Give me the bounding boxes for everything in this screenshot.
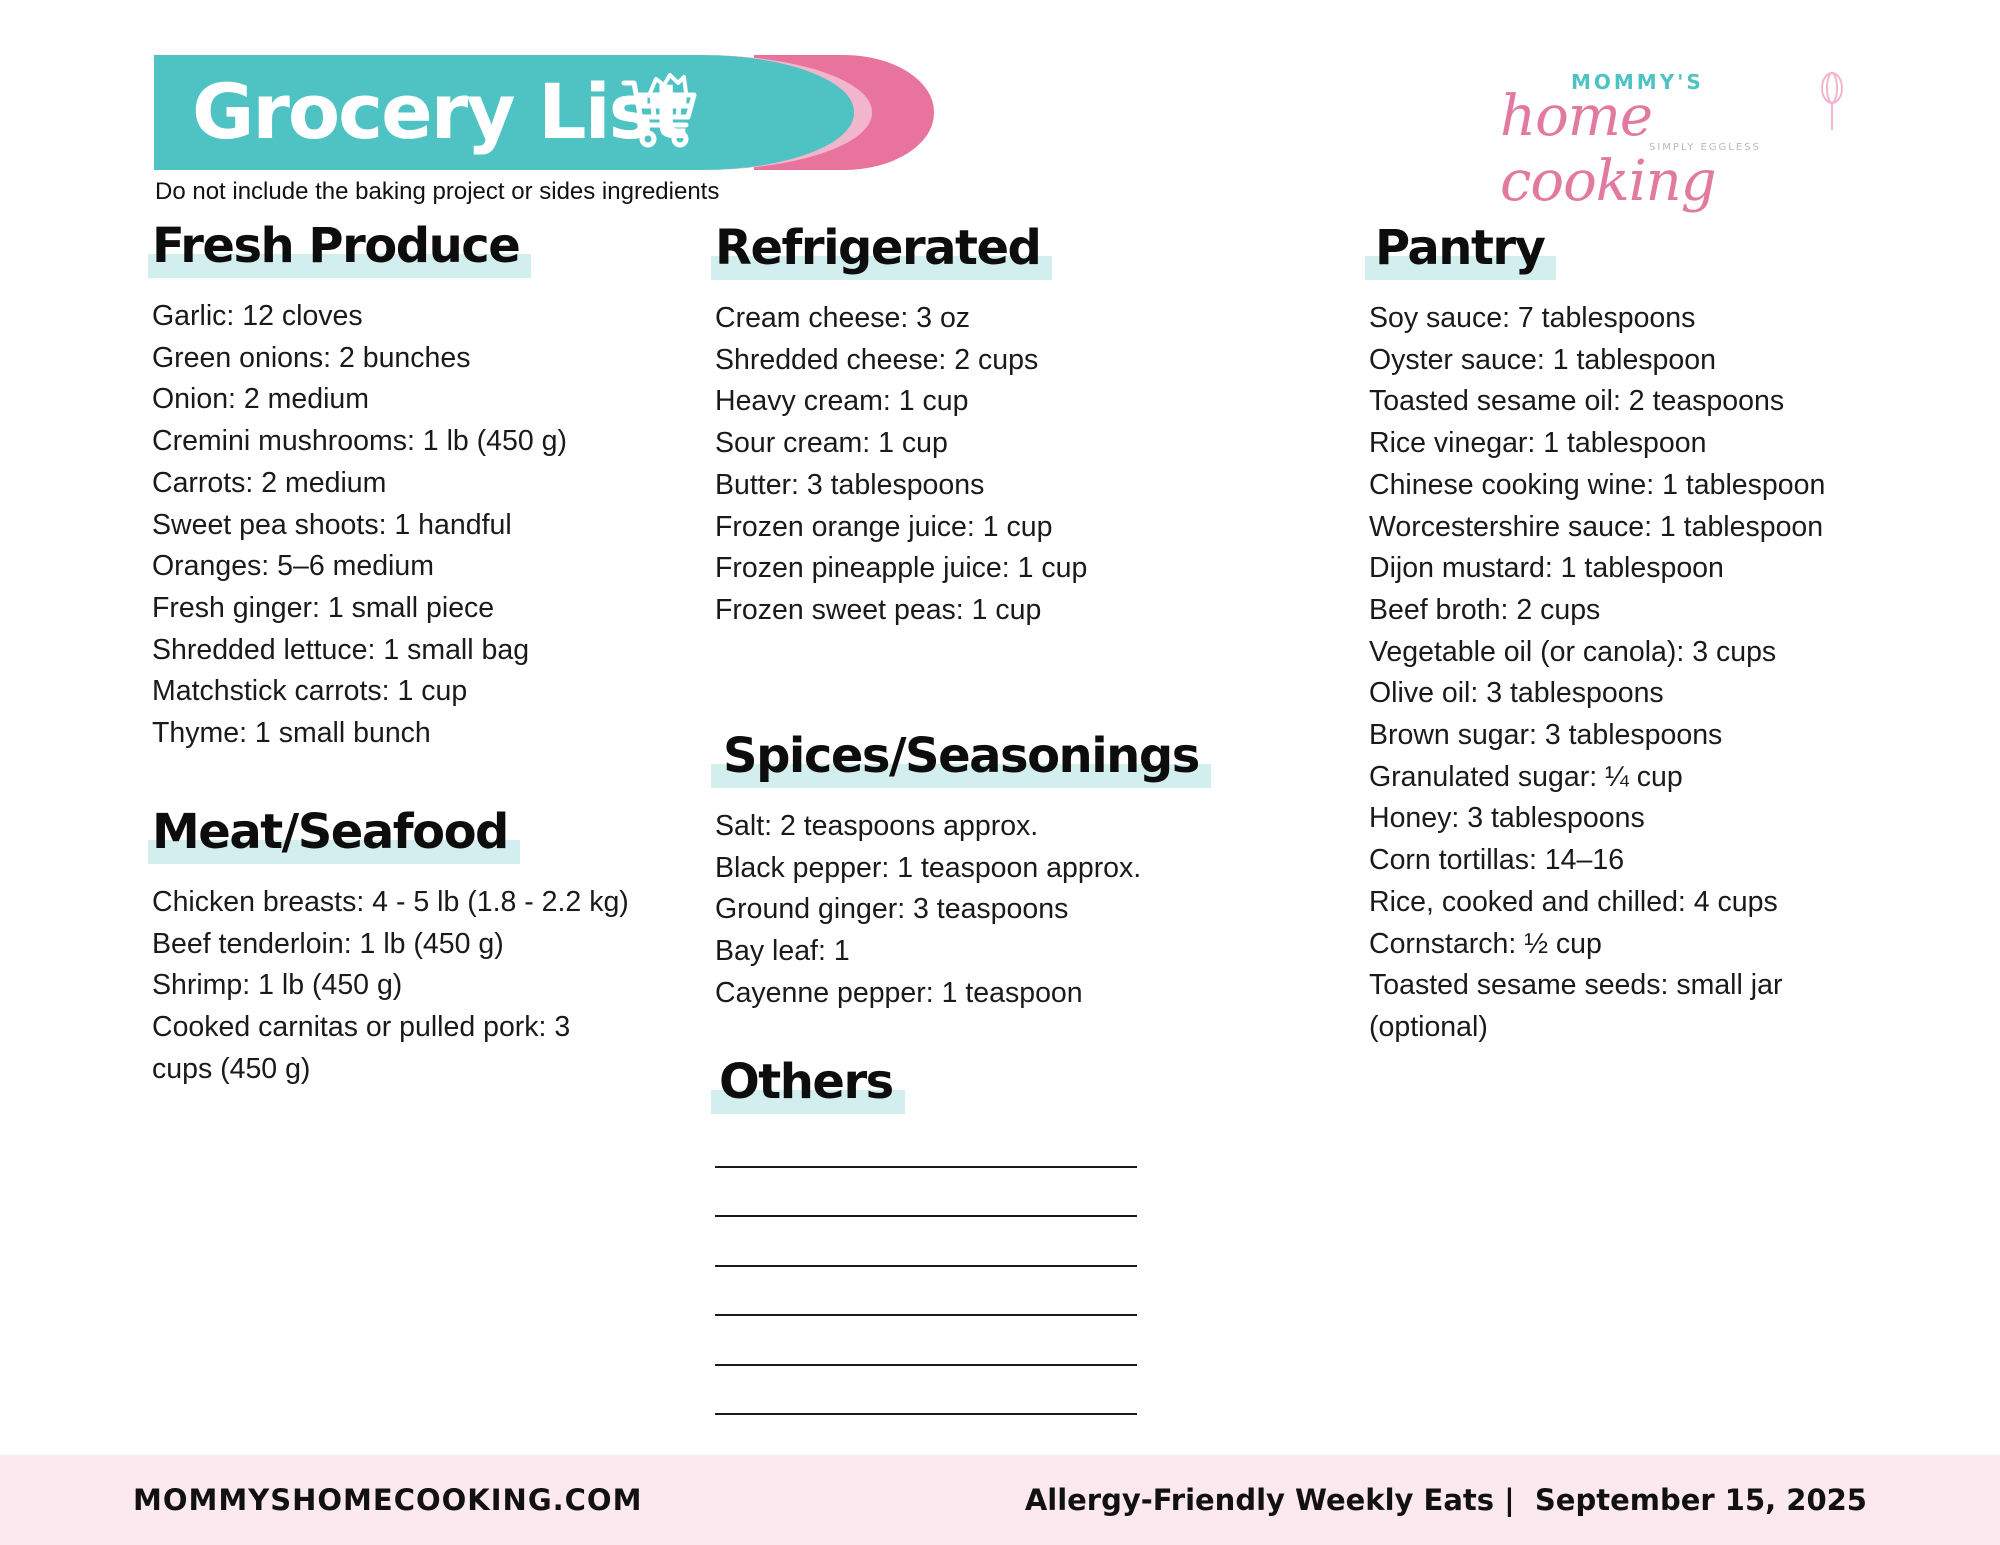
write-in-line[interactable] (715, 1267, 1137, 1317)
item-list (715, 298, 1275, 632)
banner-teal-bar (154, 55, 872, 170)
list-item: Brown sugar: 3 tablespoons (1369, 719, 1723, 752)
logo-tagline: SIMPLY EGGLESS (1649, 142, 1761, 153)
subtitle-note: Do not include the baking project or sides ingredients (155, 178, 720, 205)
list-item: Cremini mushrooms: 1 lb (450 g) (152, 425, 567, 458)
list-item: Olive oil: 3 tablespoons (1369, 677, 1664, 710)
list-item: Cornstarch: ½ cup (1369, 927, 1602, 960)
section-fresh-produce (152, 216, 652, 755)
section-pantry (1369, 218, 1869, 1049)
section-heading (715, 218, 1040, 284)
list-item: Butter: 3 tablespoons (715, 468, 985, 501)
blank-lines (715, 1118, 1175, 1415)
item-list (152, 882, 632, 1091)
list-item: Garlic: 12 cloves (152, 300, 363, 332)
list-item: Onion: 2 medium (152, 383, 370, 416)
list-item: Thyme: 1 small bunch (152, 717, 431, 750)
list-item: Sour cream: 1 cup (715, 427, 948, 460)
list-item: Soy sauce: 7 tablespoons (1369, 302, 1696, 334)
list-item: Cream cheese: 3 oz (715, 302, 971, 334)
list-item: Frozen sweet peas: 1 cup (715, 593, 1042, 626)
list-item: Chinese cooking wine: 1 tablespoon (1369, 468, 1826, 501)
list-item: Corn tortillas: 14–16 (1369, 844, 1625, 877)
write-in-line[interactable] (715, 1118, 1137, 1168)
list-item: Rice, cooked and chilled: 4 cups (1369, 885, 1778, 918)
list-item: Toasted sesame oil: 2 teaspoons (1369, 385, 1785, 418)
section-others (715, 1052, 1175, 1415)
section-heading (715, 1052, 893, 1118)
list-item: Green onions: 2 bunches (152, 341, 471, 374)
footer-edition: Allergy-Friendly Weekly Eats | September 15, 2025 (1024, 1483, 1867, 1517)
section-refrigerated (715, 218, 1275, 632)
brand-logo (1455, 62, 1855, 214)
list-item: Salt: 2 teaspoons approx. (715, 810, 1039, 842)
list-item: Ground ginger: 3 teaspoons (715, 893, 1069, 926)
logo-top-text: MOMMY'S (1571, 70, 1704, 94)
list-item: Granulated sugar: ¼ cup (1369, 760, 1683, 793)
list-item: Vegetable oil (or canola): 3 cups (1369, 635, 1777, 668)
item-list (715, 806, 1275, 1015)
page-title: Grocery List (192, 67, 687, 156)
section-heading (152, 802, 508, 868)
section-heading (715, 726, 1199, 792)
list-item: Bay leaf: 1 (715, 935, 850, 968)
list-item: Toasted sesame seeds: small jar (optional) (1369, 969, 1783, 1043)
list-item: Frozen orange juice: 1 cup (715, 510, 1053, 543)
footer-site-link[interactable]: MOMMYSHOMECOOKING.COM (133, 1483, 643, 1517)
list-item: Heavy cream: 1 cup (715, 385, 969, 418)
footer-bar (0, 1455, 2000, 1545)
list-item: Beef tenderloin: 1 lb (450 g) (152, 927, 504, 960)
whisk-icon (1815, 72, 1849, 132)
list-item: Oranges: 5–6 medium (152, 550, 434, 583)
list-item: Sweet pea shoots: 1 handful (152, 508, 512, 541)
section-spices-seasonings (715, 726, 1275, 1015)
item-list (152, 296, 652, 755)
write-in-line[interactable] (715, 1217, 1137, 1267)
list-item: Fresh ginger: 1 small piece (152, 591, 495, 624)
list-item: Honey: 3 tablespoons (1369, 802, 1645, 835)
list-item: Cooked carnitas or pulled pork: 3 cups (450 g) (152, 1011, 571, 1085)
section-heading (152, 216, 519, 282)
item-list (1369, 298, 1869, 1049)
title-banner (154, 55, 934, 170)
write-in-line[interactable] (715, 1168, 1137, 1218)
list-item: Frozen pineapple juice: 1 cup (715, 552, 1088, 585)
section-title: Meat/Seafood (152, 804, 508, 860)
list-item: Matchstick carrots: 1 cup (152, 675, 468, 708)
list-item: Black pepper: 1 teaspoon approx. (715, 851, 1142, 884)
list-item: Cayenne pepper: 1 teaspoon (715, 976, 1083, 1009)
section-meat-seafood (152, 802, 632, 1091)
list-item: Carrots: 2 medium (152, 466, 387, 499)
write-in-line[interactable] (715, 1366, 1137, 1416)
section-heading (1369, 218, 1544, 284)
list-item: Beef broth: 2 cups (1369, 593, 1601, 626)
section-title: Pantry (1375, 220, 1545, 276)
logo-script-text: home cooking (1500, 84, 1716, 214)
list-item: Dijon mustard: 1 tablespoon (1369, 552, 1724, 585)
list-item: Oyster sauce: 1 tablespoon (1369, 343, 1716, 376)
list-item: Rice vinegar: 1 tablespoon (1369, 427, 1707, 460)
list-item: Worcestershire sauce: 1 tablespoon (1369, 510, 1824, 543)
section-title: Spices/Seasonings (723, 728, 1199, 784)
section-title: Others (719, 1054, 893, 1110)
list-item: Shredded lettuce: 1 small bag (152, 633, 530, 666)
shopping-cart-icon (620, 73, 702, 155)
list-item: Shredded cheese: 2 cups (715, 343, 1039, 376)
section-title: Fresh Produce (152, 218, 520, 274)
write-in-line[interactable] (715, 1316, 1137, 1366)
list-item: Shrimp: 1 lb (450 g) (152, 969, 403, 1002)
list-item: Chicken breasts: 4 - 5 lb (1.8 - 2.2 kg) (152, 886, 629, 918)
section-title: Refrigerated (715, 220, 1041, 276)
